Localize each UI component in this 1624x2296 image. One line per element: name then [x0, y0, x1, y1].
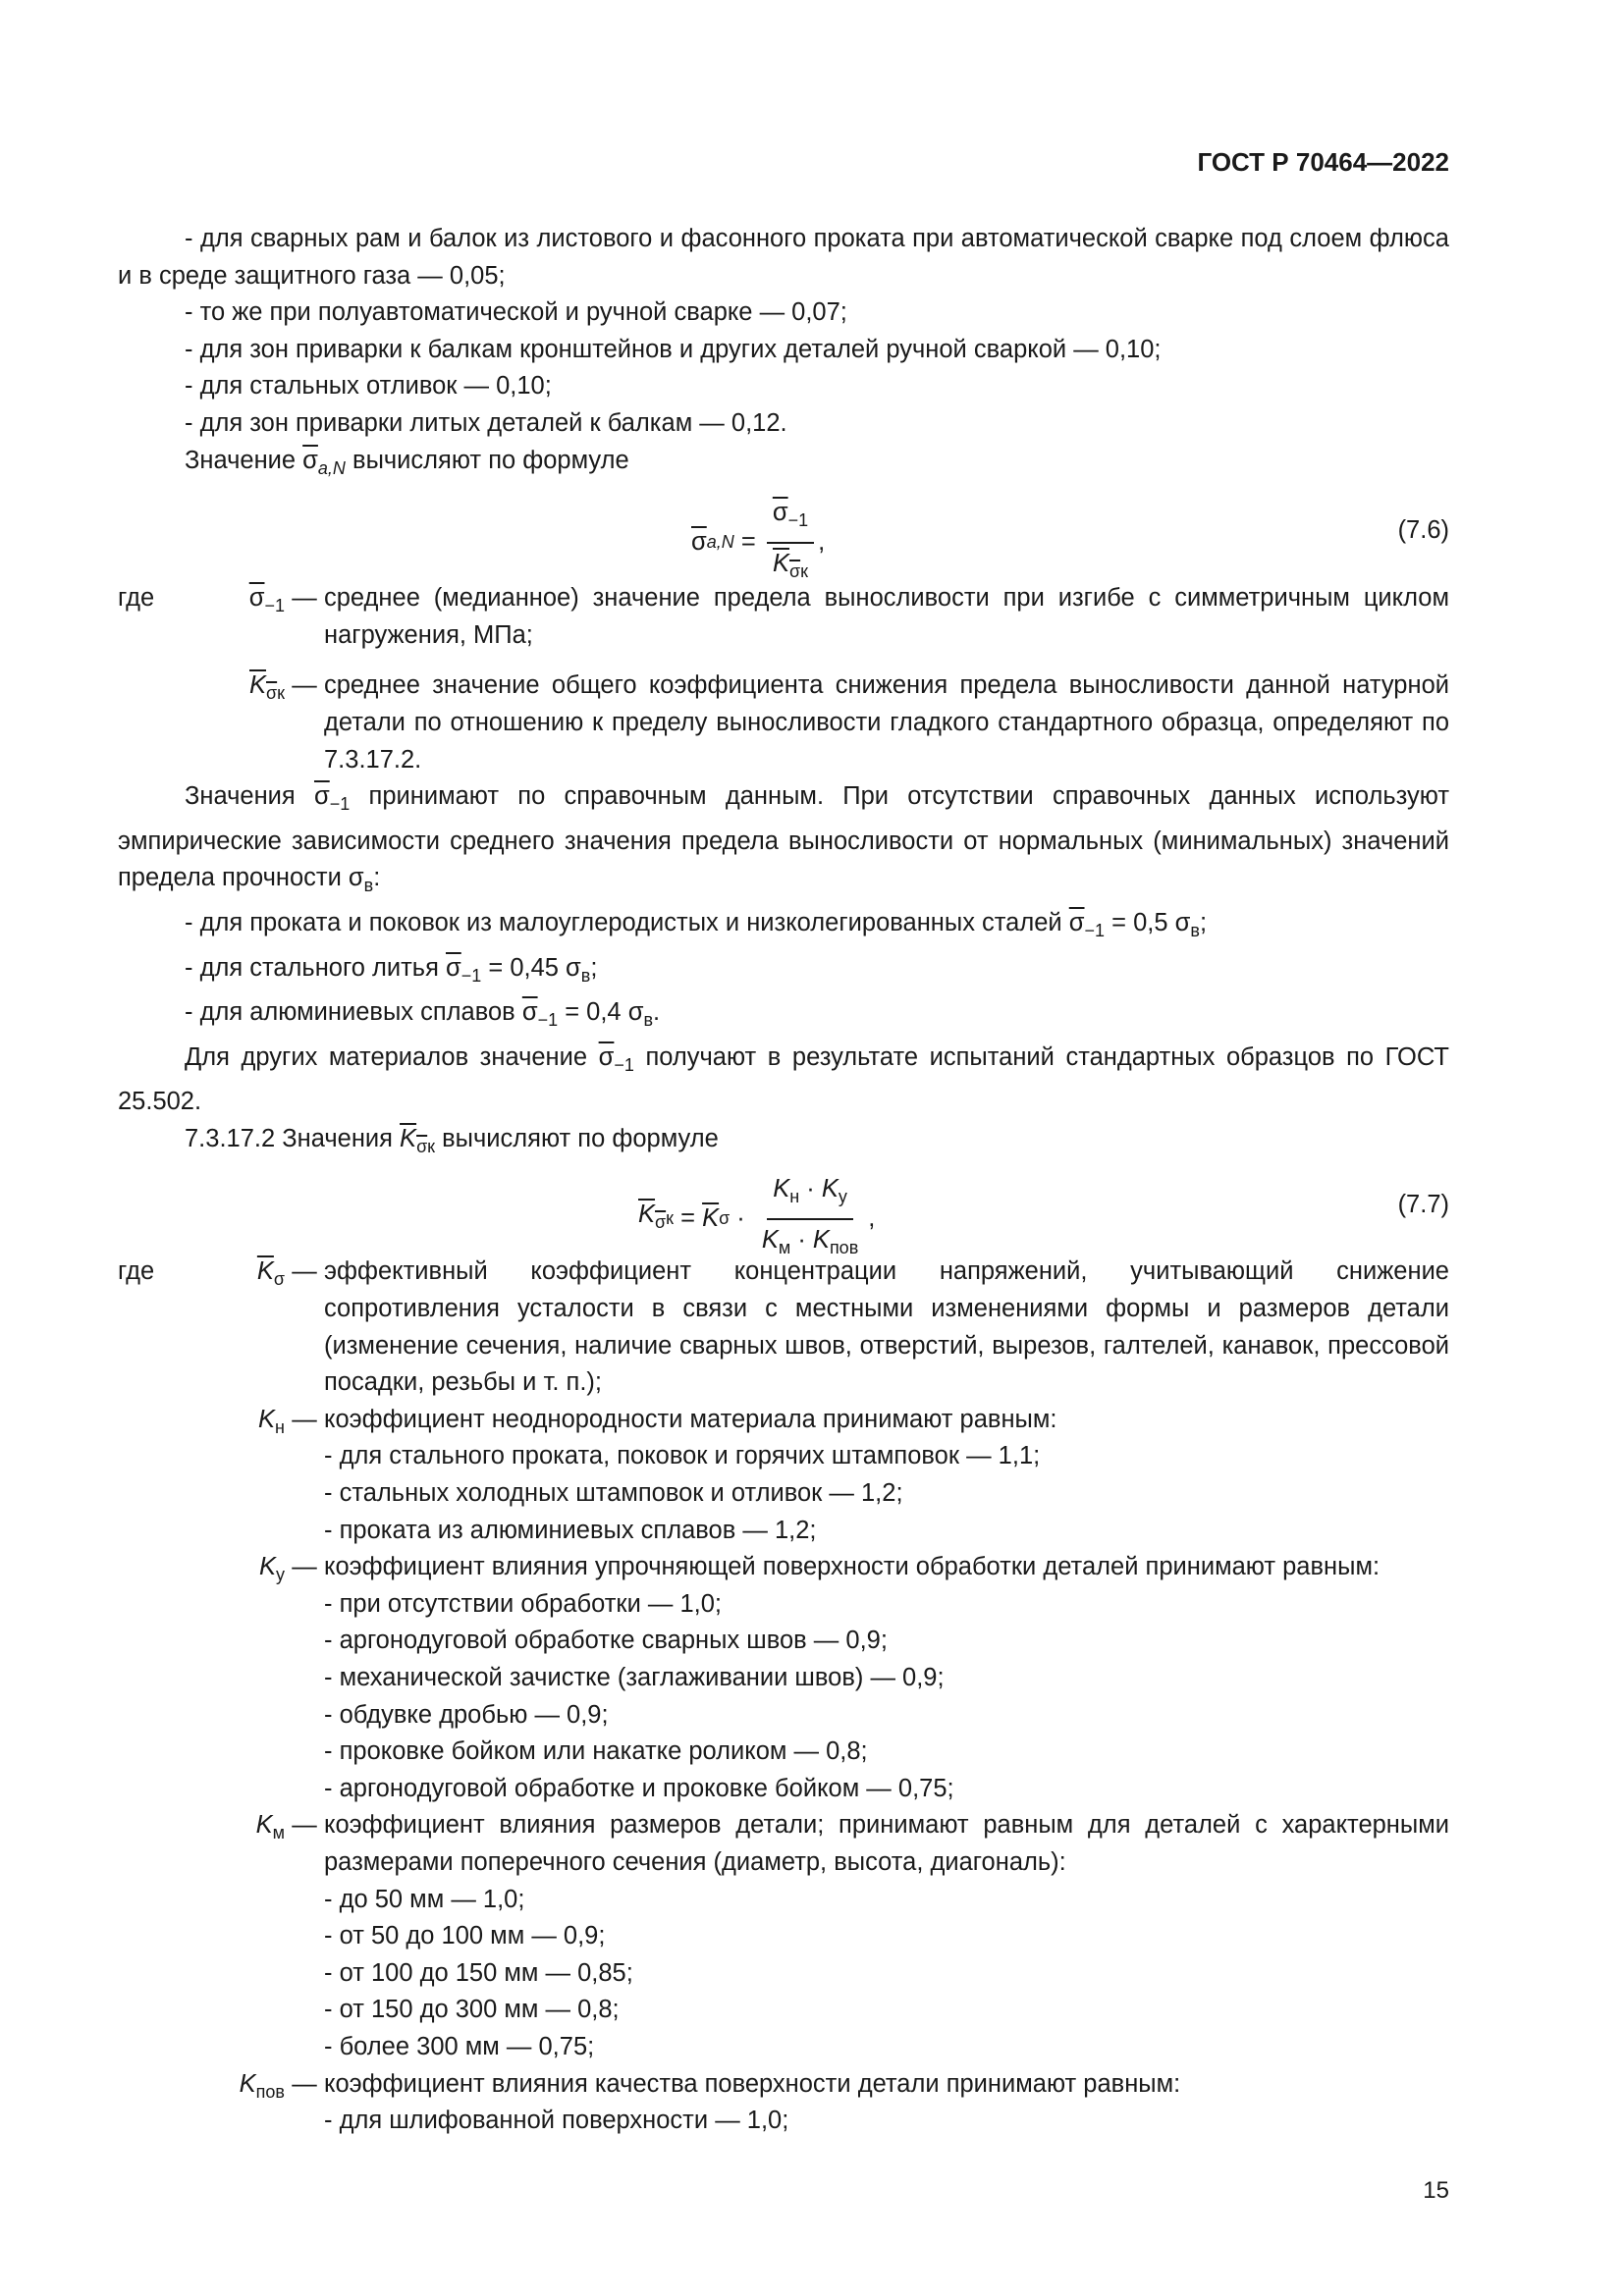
- definition-row: $K_у$ — коэффициент влияния упрочняющей поверхности обработки деталей принимают равным: - при отсутствии обработки — 1,0; - аргонодуговой обработке сварных швов — 0,9; - механической зачистке (заглаживании швов) — 0,9; - обдувке дробью — 0,9; - проковке бойком или накатке роликом — 0,8; - аргонодуговой обработке и проковке бойком — 0,75;: [118, 1549, 1449, 1807]
- list-item: - для проката и поковок из малоуглеродистых и низколегированных сталей $\overline{\sigma}_{-1} = 0,5$ $\sigma_в$;: [185, 908, 1208, 940]
- list-item: - для зон приварки к балкам кронштейнов и других деталей ручной сваркой — 0,10;: [185, 335, 1162, 363]
- list-item: - аргонодуговой обработке сварных швов — 0,9;: [324, 1627, 888, 1655]
- definition-row: $K_н$ — коэффициент неоднородности материала принимают равным: - для стального проката, поковок и горячих штамповок — 1,1; - стальных холодных штамповок и отливок — 1,2; - проката из алюминиевых сплавов — 1,2;: [118, 1402, 1449, 1549]
- list-item: - обдувке дробью — 0,9;: [324, 1700, 609, 1729]
- list-item: - для шлифованной поверхности — 1,0;: [324, 2107, 789, 2135]
- list-item: - для алюминиевых сплавов $\overline{\sigma}_{-1} = 0,4$ $\sigma_в$.: [185, 998, 661, 1031]
- list-item: - проката из алюминиевых сплавов — 1,2;: [324, 1516, 817, 1544]
- document-header: ГОСТ Р 70464—2022: [1197, 147, 1449, 177]
- list-item: - то же при полуавтоматической и ручной сварке — 0,07;: [185, 298, 847, 327]
- fraction: $\frac{\overline{\sigma}_{-1}}{K_{\sigma к}}$: [767, 495, 814, 590]
- document-body: [118, 221, 1449, 2140]
- list-item: - от 100 до 150 мм — 0,85;: [324, 1958, 633, 1987]
- list-item: - механической зачистке (заглаживании швов) — 0,9;: [324, 1664, 945, 1691]
- list-item: - от 150 до 300 мм — 0,8;: [324, 1996, 620, 2024]
- list-item: - для стального литья $\overline{\sigma}_{-1} = 0,45$ $\sigma_в$;: [185, 953, 598, 986]
- formula-number: (7.6): [1397, 516, 1449, 545]
- where-label: где: [118, 1257, 155, 1286]
- where-label: где: [118, 584, 155, 613]
- intro-list: [118, 221, 1449, 443]
- formula-7-7: $K_\sigma$ к = $\overline{K}$ σ · $\frac{K_н \cdot K_у}{K_м \cdot K_{пов}}$ , (7.7): [118, 1165, 1449, 1254]
- list-item: - для стального проката, поковок и горячих штамповок — 1,1;: [324, 1442, 1041, 1470]
- list-item: - для стальных отливок — 0,10;: [185, 372, 552, 400]
- page-number: 15: [1423, 2177, 1449, 2204]
- list-item: - более 300 мм — 0,75;: [324, 2032, 595, 2060]
- definition-row: где $\overline{\sigma}_{-1}$ — среднее (медианное) значение предела выносливости при изгибе с симметричным циклом нагружения, МПа;: [118, 580, 1449, 654]
- list-item: - проковке бойком или накатке роликом — 0,8;: [324, 1737, 868, 1766]
- list-item: - стальных холодных штамповок и отливок — 1,2;: [324, 1479, 903, 1508]
- list-item: - для зон приварки литых деталей к балкам — 0,12.: [185, 408, 787, 437]
- list-item: - до 50 мм — 1,0;: [324, 1885, 525, 1913]
- list-item: - аргонодуговой обработке и проковке бойком — 0,75;: [324, 1774, 954, 1802]
- list-item: - для сварных рам и балок из листового и фасонного проката при автоматической сварке под слоем флюса и в среде защитного газа — 0,05;: [118, 225, 1449, 290]
- definition-row: $K_{\sigma к}$ — среднее значение общего коэффициента снижения предела выносливости данной натурной детали по отношению к пределу выносливости гладкого стандартного образца, определяют по 7.3.17.2.: [249, 671, 1449, 774]
- definition-row: $K_{пов}$ — коэффициент влияния качества поверхности детали принимают равным: - для шлифованной поверхности — 1,0;: [118, 2066, 1449, 2140]
- fraction: $\frac{K_н \cdot K_у}{K_м \cdot K_{пов}}$: [756, 1171, 864, 1266]
- definition-row: $K_м$ — коэффициент влияния размеров детали; принимают равным для деталей с характерными размерами поперечного сечения (диаметр, высота, диагональ): - до 50 мм — 1,0; - от 50 до 100 мм — 0,9; - от 100 до 150 мм — 0,85; - от 150 до 300 мм — 0,8; - более 300 мм — 0,75;: [118, 1807, 1449, 2065]
- formula-number: (7.7): [1397, 1191, 1449, 1219]
- clause-7-3-17-2: 7.3.17.2 Значения $K_{\sigma к}$ вычисляют по формуле: [185, 1124, 719, 1156]
- formula-7-6: $\overline{\sigma}$ a,N = $\frac{\overline{\sigma}_{-1}}{K_{\sigma к}}$ , (7.6): [118, 487, 1449, 580]
- value-intro: Значение $\overline{\sigma}_{a,N}$ вычисляют по формуле: [185, 446, 629, 478]
- other-materials-paragraph: Для других материалов значение $\overline{\sigma}_{-1}$ получают в результате испытаний стандартных образцов по ГОСТ 25.502.: [118, 1042, 1450, 1116]
- sigma-symbol: $\overline{\sigma}$: [302, 446, 318, 474]
- definition-row: где $\overline{K}_\sigma$ — эффективный коэффициент концентрации напряжений, учитывающий снижение сопротивления усталости в связи с местными изменениями формы и размеров детали (изменение сечения, наличие сварных швов, отверстий, вырезов, галтелей, канавок, прессовой посадки, резьбы и т. п.);: [118, 1254, 1449, 1401]
- list-item: - при отсутствии обработки — 1,0;: [324, 1589, 723, 1618]
- list-item: - от 50 до 100 мм — 0,9;: [324, 1922, 606, 1950]
- values-paragraph: Значения $\overline{\sigma}_{-1}$ принимают по справочным данным. При отсутствии справочных данных используют эмпирические зависимости среднего значения предела выносливости от нормальных (минимальных) значений предела прочности $\sigma_в$:: [118, 782, 1450, 896]
